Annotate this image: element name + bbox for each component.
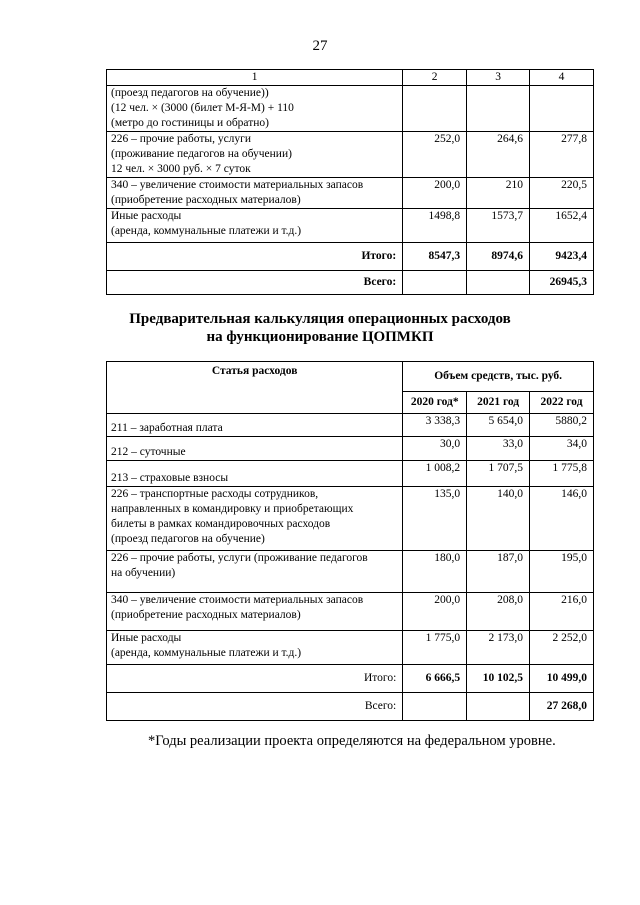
header-cell: 2 [403,70,467,86]
value-cell: 195,0 [530,551,594,593]
table-header-row [107,70,594,86]
table-row [107,414,594,437]
value-cell: 34,0 [530,437,594,461]
footnote: *Годы реализации проекта определяются на федеральном уровне. [148,733,556,749]
table-row [107,593,594,631]
year-header: 2020 год* [403,392,467,414]
section-title: Предварительная калькуляция операционных расходов на функционирование ЦОПМКП [129,311,511,345]
row-label: 340 – увеличение стоимости материальных запасов (приобретение расходных материалов) [107,178,403,209]
value-cell: 200,0 [403,178,467,209]
value-cell: 1498,8 [403,209,467,243]
table-row [107,209,594,243]
total-value: 8974,6 [467,243,530,271]
value-cell: 135,0 [403,487,467,551]
row-label: 340 – увеличение стоимости материальных запасов (приобретение расходных материалов) [107,593,403,631]
total-value: 10 102,5 [467,665,530,693]
value-cell: 5880,2 [530,414,594,437]
value-cell: 140,0 [467,487,530,551]
row-label: 211 – заработная плата [107,414,403,437]
value-cell: 252,0 [403,132,467,178]
value-cell: 200,0 [403,593,467,631]
page-number: 27 [312,38,328,54]
value-cell: 208,0 [467,593,530,631]
table-row [107,86,594,132]
row-label: 226 – прочие работы, услуги (проживание педагогов на обучении) 12 чел. × 3000 руб. × 7 суток [107,132,403,178]
total-value: 8547,3 [403,243,467,271]
total-row [107,665,594,693]
header-cell: 1 [107,70,403,86]
total-value: 10 499,0 [530,665,594,693]
value-cell: 30,0 [403,437,467,461]
row-label: 213 – страховые взносы [107,461,403,487]
grand-total-value: 27 268,0 [530,693,594,721]
table-row [107,461,594,487]
header-cell: 4 [530,70,594,86]
value-cell: 1 008,2 [403,461,467,487]
value-cell: 216,0 [530,593,594,631]
table-header-row [107,362,594,392]
value-cell: 210 [467,178,530,209]
value-cell: 264,6 [467,132,530,178]
table-row [107,437,594,461]
value-cell: 1652,4 [530,209,594,243]
table-row [107,487,594,551]
grand-total-row [107,693,594,721]
grand-total-value: 26945,3 [530,271,594,295]
value-cell: 187,0 [467,551,530,593]
total-value: 9423,4 [530,243,594,271]
table-row [107,132,594,178]
table-row [107,178,594,209]
value-cell: 180,0 [403,551,467,593]
row-label: (проезд педагогов на обучение)) (12 чел. × (3000 (билет М-Я-М) + 110 (метро до гостиницы и обратно) [107,86,403,132]
value-cell: 2 252,0 [530,631,594,665]
year-header: 2021 год [467,392,530,414]
column-header-item: Статья расходов [107,362,403,414]
row-label: 226 – транспортные расходы сотрудников, направленных в командировку и приобретающих билеты в рамках командировочных расходов (проезд педагогов на обучение) [107,487,403,551]
value-cell: 2 173,0 [467,631,530,665]
value-cell [403,86,467,132]
table-row [107,631,594,665]
value-cell: 277,8 [530,132,594,178]
row-label: 212 – суточные [107,437,403,461]
grand-total-label: Всего: [107,271,403,295]
total-label: Итого: [107,665,403,693]
header-cell: 3 [467,70,530,86]
grand-total-row [107,271,594,295]
value-cell: 1 775,0 [403,631,467,665]
value-cell: 5 654,0 [467,414,530,437]
row-label: Иные расходы (аренда, коммунальные платежи и т.д.) [107,209,403,243]
value-cell: 146,0 [530,487,594,551]
year-header: 2022 год [530,392,594,414]
row-label: 226 – прочие работы, услуги (проживание педагогов на обучении) [107,551,403,593]
value-cell: 1573,7 [467,209,530,243]
value-cell: 33,0 [467,437,530,461]
total-label: Итого: [107,243,403,271]
total-value: 6 666,5 [403,665,467,693]
row-label: Иные расходы (аренда, коммунальные платежи и т.д.) [107,631,403,665]
total-row [107,243,594,271]
table-row [107,551,594,593]
grand-total-label: Всего: [107,693,403,721]
value-cell: 3 338,3 [403,414,467,437]
value-cell [467,86,530,132]
value-cell: 1 707,5 [467,461,530,487]
operational-costs-table [106,361,594,721]
column-header-volume: Объем средств, тыс. руб. [403,362,594,392]
value-cell [530,86,594,132]
budget-table-continued [106,69,594,295]
value-cell: 1 775,8 [530,461,594,487]
value-cell: 220,5 [530,178,594,209]
